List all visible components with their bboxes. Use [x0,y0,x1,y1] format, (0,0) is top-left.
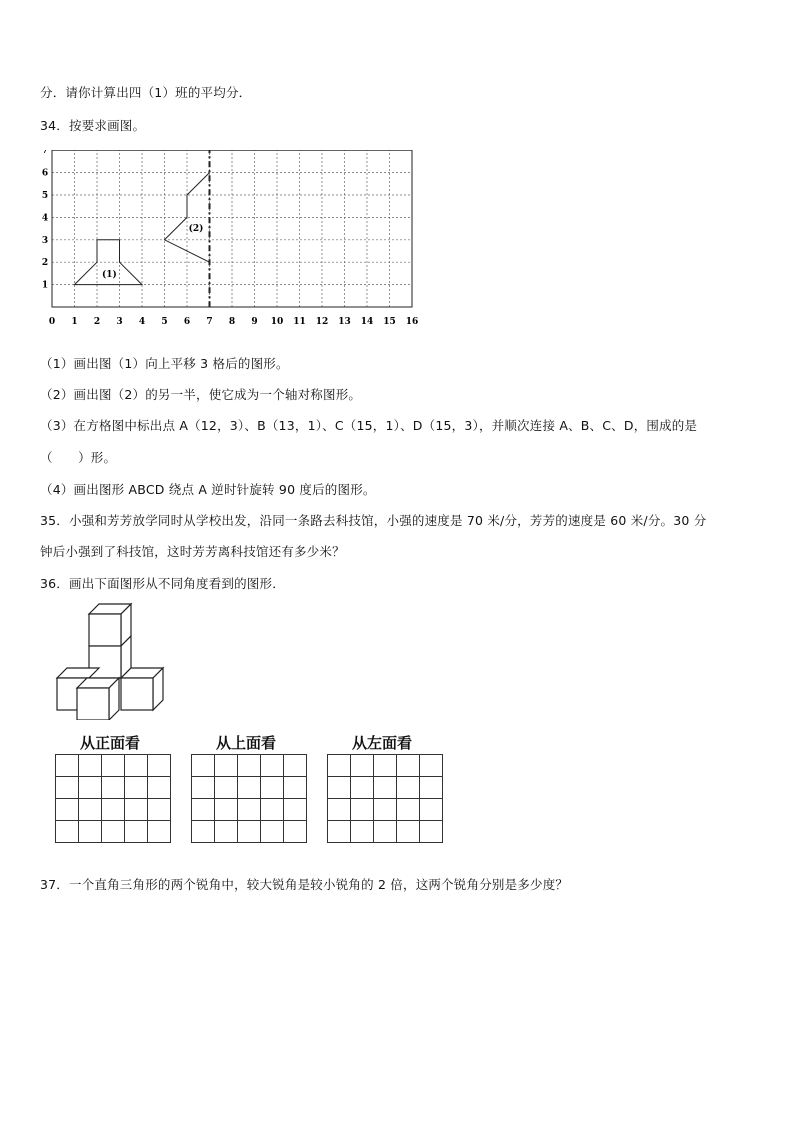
coordinate-grid [36,150,426,339]
question-35-line-1: 35．小强和芳芳放学同时从学校出发，沿同一条路去科技馆，小强的速度是 70 米/分，芳芳的速度是 60 米/分。30 分 [40,513,707,528]
grid-svg [36,150,426,335]
y-tick-label: 2 [41,258,49,269]
x-tick-label: 12 [315,317,329,327]
question-34-part-4: （4）画出图形 ABCD 绕点 A 逆时针旋转 90 度后的图形。 [40,482,376,497]
question-36-title: 36．画出下面图形从不同角度看到的图形． [40,576,285,591]
question-34-title: 34．按要求画图。 [40,118,146,133]
x-tick-label: 1 [71,317,78,327]
x-tick-label: 4 [138,317,146,327]
x-tick-label: 8 [228,317,236,327]
question-35-line-2: 钟后小强到了科技馆，这时芳芳离科技馆还有多少米？ [40,544,345,559]
shape-1-label: (1) [101,269,117,280]
x-tick-label: 7 [206,317,213,327]
y-tick-label: 4 [41,213,49,224]
x-tick-label: 9 [251,317,258,327]
x-tick-label: 13 [338,317,351,327]
x-tick-label: 10 [270,317,284,327]
question-34-part-3-blank: （ ）形。 [40,450,117,465]
text-line-continuation: 分．请你计算出四（1）班的平均分． [40,85,252,100]
question-34-part-1: （1）画出图（1）向上平移 3 格后的图形。 [40,356,289,371]
left-view-grid[interactable] [327,754,443,843]
x-tick-label: 5 [161,317,168,327]
cube-stack-svg [55,602,170,720]
x-tick-label: 6 [183,317,191,327]
x-tick-label: 11 [293,317,306,327]
shape-2-label: (2) [188,223,204,234]
y-tick-label: 7 [41,150,49,157]
top-view-grid[interactable] [191,754,307,843]
x-tick-label: 2 [93,317,101,327]
x-tick-label: 15 [383,317,396,327]
cube-stack-figure [55,602,170,724]
x-tick-label: 14 [360,317,374,327]
x-tick-label: 3 [116,317,123,327]
view-left-title: 从左面看 [352,734,413,752]
view-front-title: 从正面看 [80,734,141,752]
y-tick-label: 1 [41,280,49,291]
x-tick-label: 16 [405,317,419,327]
y-tick-label: 5 [41,191,49,201]
question-34-part-3: （3）在方格图中标出点 A（12，3）、B（13，1）、C（15，1）、D（15，3），并顺次连接 A、B、C、D，围成的是 [40,418,698,433]
x-tick-label: 0 [48,317,56,327]
y-tick-label: 6 [41,168,49,179]
y-tick-label: 3 [41,235,49,246]
question-34-part-2: （2）画出图（2）的另一半，使它成为一个轴对称图形。 [40,387,362,402]
view-top-title: 从上面看 [216,734,277,752]
front-view-grid[interactable] [55,754,171,843]
question-37: 37．一个直角三角形的两个锐角中，较大锐角是较小锐角的 2 倍，这两个锐角分别是多少度？ [40,877,569,892]
